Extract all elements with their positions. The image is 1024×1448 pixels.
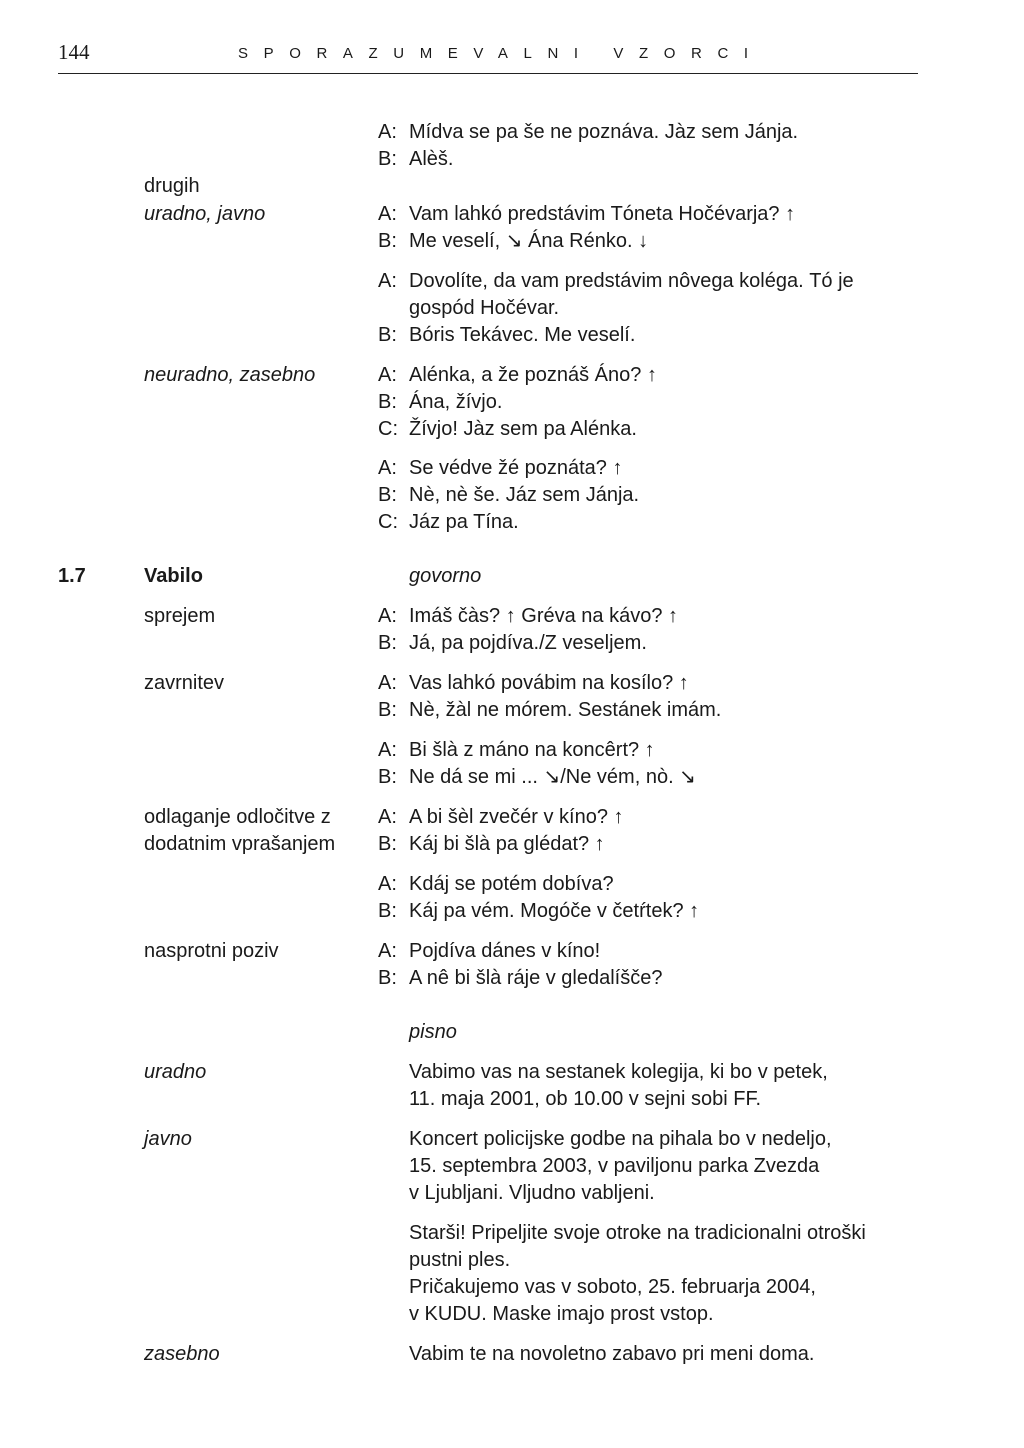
dialog-speaker: A: xyxy=(378,203,397,225)
dialog-text: Nè, nè še. Jáz sem Jánja. xyxy=(409,484,640,506)
label-zavrnitev: zavrnitev xyxy=(144,672,225,694)
written-line: Vabim te na novoletno zabavo pri meni doma. xyxy=(409,1343,815,1365)
written-line: v Ljubljani. Vljudno vabljeni. xyxy=(409,1182,655,1204)
written-line: v KUDU. Maske imajo prost vstop. xyxy=(409,1303,714,1325)
dialog-speaker: A: xyxy=(378,672,397,694)
dialog-speaker: B: xyxy=(378,484,397,506)
section-number: 1.7 xyxy=(58,565,86,587)
label-odlaganje-line-1: odlaganje odločitve z xyxy=(144,806,331,828)
dialog-text: Já, pa pojdíva./Z veselјem. xyxy=(409,632,647,654)
dialog-speaker: A: xyxy=(378,739,397,761)
dialog-speaker: A: xyxy=(378,873,397,895)
label-javno: javno xyxy=(144,1128,192,1150)
dialog-speaker: A: xyxy=(378,270,397,292)
written-line: pustni ples. xyxy=(409,1249,511,1271)
label-odlaganje-line-2: dodatnim vprašanjem xyxy=(144,833,336,855)
written-line: 11. maja 2001, ob 10.00 v sejni sobi FF. xyxy=(409,1088,762,1110)
dialog-text: Imáš čàs? ↑ Gréva na kávo? ↑ xyxy=(409,605,679,627)
dialog-speaker: A: xyxy=(378,457,397,479)
dialog-speaker: B: xyxy=(378,900,397,922)
section-title: Vabilo xyxy=(144,565,203,587)
dialog-text: Žívjo! Jàz sem pa Alénka. xyxy=(409,418,637,440)
dialog-speaker: B: xyxy=(378,324,397,346)
dialog-speaker: A: xyxy=(378,121,397,143)
dialog-speaker: A: xyxy=(378,364,397,386)
dialog-speaker: A: xyxy=(378,940,397,962)
dialog-text: A bi šèl zvečér v kíno? ↑ xyxy=(409,806,624,828)
dialog-text: Pojdíva dánes v kíno! xyxy=(409,940,601,962)
dialog-text: Bi šlà z máno na koncêrt? ↑ xyxy=(409,739,655,761)
dialog-text: Se védve žé poznáta? ↑ xyxy=(409,457,623,479)
label-uradno: uradno xyxy=(144,1061,207,1083)
dialog-speaker: B: xyxy=(378,632,397,654)
dialog-text: Kdáj se potém dobíva? xyxy=(409,873,614,895)
dialog-speaker: C: xyxy=(378,418,398,440)
dialog-text: Alèš. xyxy=(409,148,454,170)
dialog-text: Jáz pa Tína. xyxy=(409,511,519,533)
written-line: 15. septembra 2003, v paviljonu parka Zvezda xyxy=(409,1155,820,1177)
dialog-speaker: A: xyxy=(378,806,397,828)
dialog-text: Nè, žàl ne mórem. Sestánek imám. xyxy=(409,699,722,721)
dialog-text: Dovolíte, da vam predstávim nôvega kolégа. Tó je xyxy=(409,270,854,292)
label-neuradno-zasebno: neuradno, zasebno xyxy=(144,364,316,386)
dialog-speaker: C: xyxy=(378,511,398,533)
dialog-speaker: B: xyxy=(378,766,397,788)
label-sprejem: sprejem xyxy=(144,605,216,627)
dialog-speaker: B: xyxy=(378,967,397,989)
dialog-speaker: B: xyxy=(378,391,397,413)
dialog-text: Káj pa vém. Mogóče v četŕtek? ↑ xyxy=(409,900,700,922)
dialog-text: Ána, žívjo. xyxy=(409,391,503,413)
header-rule xyxy=(58,73,918,74)
dialog-text-continuation: gospód Hočévar. xyxy=(409,297,560,319)
dialog-speaker: B: xyxy=(378,699,397,721)
label-drugih: drugih xyxy=(144,175,200,197)
column-heading-pisno: pisno xyxy=(409,1021,457,1043)
page-number: 144 xyxy=(58,40,90,64)
dialog-text: Mídva se pa še ne poznáva. Jàz sem Jánja. xyxy=(409,121,799,143)
label-zasebno: zasebno xyxy=(144,1343,220,1365)
column-heading-govorno: govorno xyxy=(409,565,482,587)
dialog-speaker: B: xyxy=(378,148,397,170)
dialog-text: Bóris Tekávec. Me veselí. xyxy=(409,324,636,346)
dialog-text: Alénka, a že poznáš Áno? ↑ xyxy=(409,364,657,386)
label-uradno-javno: uradno, javno xyxy=(144,203,266,225)
dialog-text: A nê bi šlà ráje v gledalíšče? xyxy=(409,967,663,989)
dialog-text: Vas lahkó povábim na kosílo? ↑ xyxy=(409,672,689,694)
running-header-title: SPORAZUMEVALNI VZORCI xyxy=(238,45,764,62)
dialog-speaker: B: xyxy=(378,230,397,252)
dialog-text: Káj bi šlà pa glédat? ↑ xyxy=(409,833,605,855)
dialog-text: Vam lahkó predstávim Tóneta Hočévarja? ↑ xyxy=(409,203,796,225)
dialog-text: Ne dá se mi ... ↘/Ne vém, nò. ↘ xyxy=(409,766,696,788)
written-line: Vabimo vas na sestanek kolegija, ki bo v petek, xyxy=(409,1061,828,1083)
label-nasprotni-poziv: nasprotni poziv xyxy=(144,940,279,962)
written-line: Starši! Pripeljite svoje otroke na tradicionalni otroški xyxy=(409,1222,866,1244)
dialog-speaker: A: xyxy=(378,605,397,627)
dialog-text: Me veselí, ↘ Ána Rénko. ↓ xyxy=(409,230,649,252)
written-line: Pričakujemo vas v soboto, 25. februarja 2004, xyxy=(409,1276,816,1298)
dialog-speaker: B: xyxy=(378,833,397,855)
written-line: Koncert policijske godbe na pihala bo v nedeljo, xyxy=(409,1128,832,1150)
